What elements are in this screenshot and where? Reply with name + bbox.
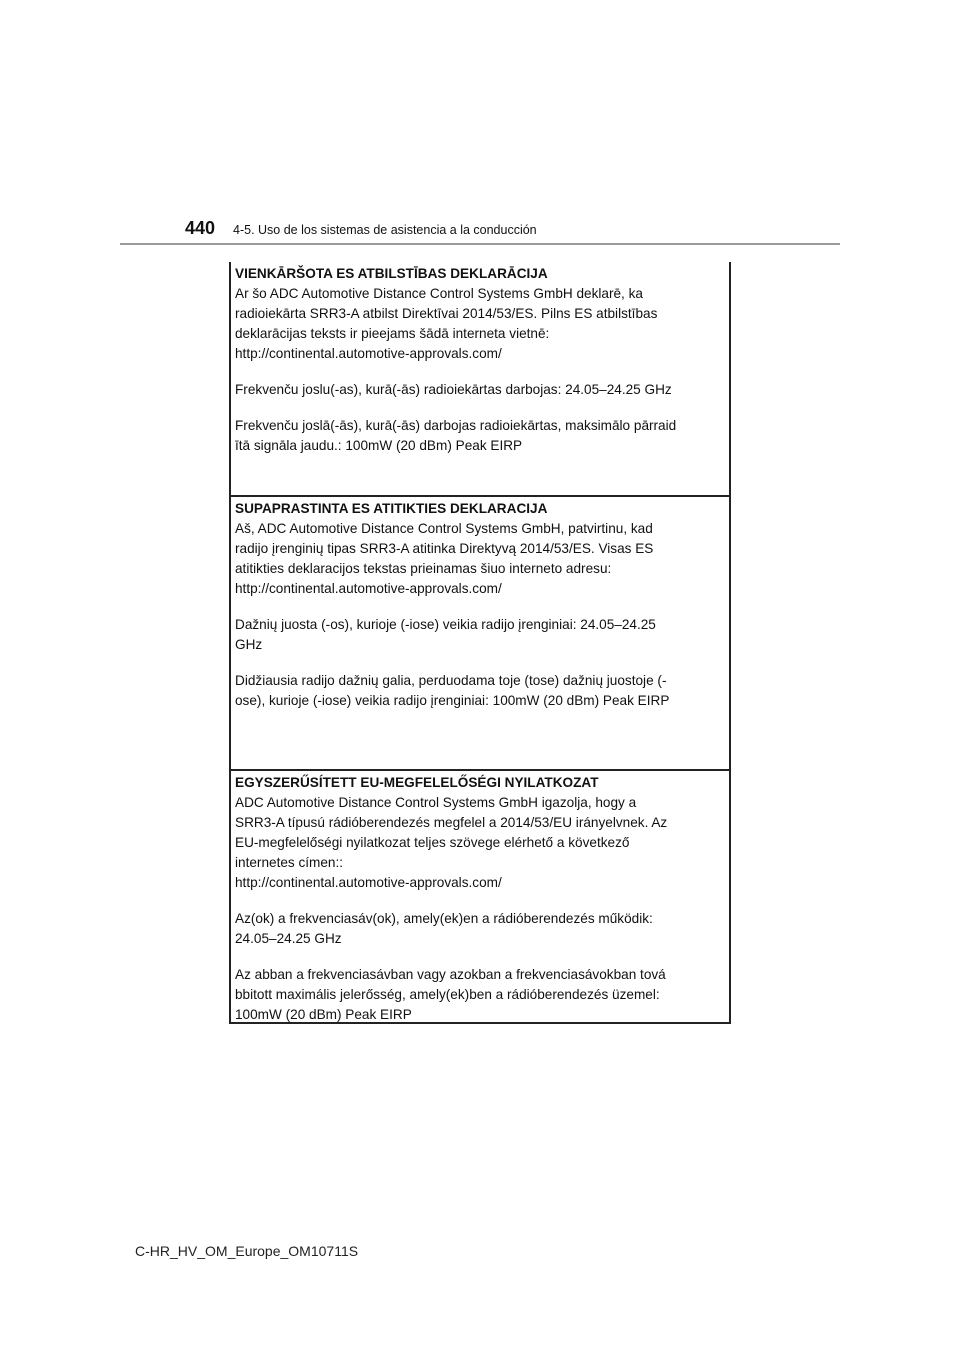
- declaration-intro: [235, 519, 729, 599]
- text-line: atitikties deklaracijos tekstas prieinamas šiuo interneto adresu:: [235, 561, 612, 576]
- declaration-title: EGYSZERŰSÍTETT EU-MEGFELELŐSÉGI NYILATKOZAT: [235, 775, 599, 790]
- text-line: radijo įrenginių tipas SRR3-A atitinka Direktyvą 2014/53/ES. Visas ES: [235, 541, 654, 556]
- declaration-max-power: [235, 416, 729, 456]
- text-line: Dažnių juosta (-os), kurioje (-iose) veikia radijo įrenginiai: 24.05–24.25: [235, 617, 656, 632]
- declaration-hungarian: [231, 769, 729, 1022]
- declaration-frequency-band: [235, 380, 729, 400]
- declaration-intro: [235, 793, 729, 893]
- declaration-max-power: [235, 965, 729, 1025]
- url-text: http://continental.automotive-approvals.com/: [235, 581, 502, 596]
- text-line: SRR3-A típusú rádióberendezés megfelel a 2014/53/EU irányelvnek. Az: [235, 815, 668, 830]
- text-line: internetes címen::: [235, 855, 344, 870]
- text-line: Aš, ADC Automotive Distance Control Systems GmbH, patvirtinu, kad: [235, 521, 653, 536]
- text-line: Az abban a frekvenciasávban vagy azokban a frekvenciasávokban tová: [235, 967, 666, 982]
- declaration-latvian: [231, 262, 729, 495]
- section-title: 4-5. Uso de los sistemas de asistencia a la conducción: [233, 223, 537, 237]
- text-line: ītā signāla jaudu.: 100mW (20 dBm) Peak EIRP: [235, 438, 523, 453]
- url-text: http://continental.automotive-approvals.com/: [235, 875, 502, 890]
- text-line: Ar šo ADC Automotive Distance Control Systems GmbH deklarē, ka: [235, 286, 643, 301]
- text-line: 100mW (20 dBm) Peak EIRP: [235, 1007, 412, 1022]
- declaration-frequency-band: [235, 615, 729, 655]
- declaration-max-power: [235, 671, 729, 711]
- header-divider: [120, 243, 840, 245]
- text-line: 24.05–24.25 GHz: [235, 931, 342, 946]
- text-line: radioiekārta SRR3-A atbilst Direktīvai 2014/53/ES. Pilns ES atbilstības: [235, 306, 658, 321]
- text-line: deklarācijas teksts ir pieejams šādā interneta vietnē:: [235, 326, 550, 341]
- text-line: GHz: [235, 637, 263, 652]
- url-text: http://continental.automotive-approvals.com/: [235, 346, 502, 361]
- text-line: ose), kurioje (-iose) veikia radijo įrenginiai: 100mW (20 dBm) Peak EIRP: [235, 693, 670, 708]
- text-line: Az(ok) a frekvenciasáv(ok), amely(ek)en a rádióberendezés működik:: [235, 911, 653, 926]
- declaration-frequency-band: [235, 909, 729, 949]
- declaration-title: VIENKĀRŠOTA ES ATBILSTĪBAS DEKLARĀCIJA: [235, 266, 548, 281]
- text-line: Frekvenču joslu(-as), kurā(-ās) radioiekārtas darbojas: 24.05–24.25 GHz: [235, 382, 672, 397]
- declarations-box: [229, 262, 731, 1024]
- footer-doc-code: C-HR_HV_OM_Europe_OM10711S: [135, 1243, 359, 1259]
- text-line: bbitott maximális jelerősség, amely(ek)ben a rádióberendezés üzemel:: [235, 987, 660, 1002]
- page-number: 440: [185, 218, 216, 238]
- text-line: ADC Automotive Distance Control Systems GmbH igazolja, hogy a: [235, 795, 637, 810]
- text-line: Didžiausia radijo dažnių galia, perduodama toje (tose) dažnių juostoje (-: [235, 673, 667, 688]
- declaration-title: SUPAPRASTINTA ES ATITIKTIES DEKLARACIJA: [235, 501, 548, 516]
- text-line: Frekvenču joslā(-ās), kurā(-ās) darbojas radioiekārtas, maksimālo pārraid: [235, 418, 677, 433]
- text-line: EU-megfelelőségi nyilatkozat teljes szövege elérhető a következő: [235, 835, 630, 850]
- declaration-intro: [235, 284, 729, 364]
- declaration-lithuanian: [231, 495, 729, 769]
